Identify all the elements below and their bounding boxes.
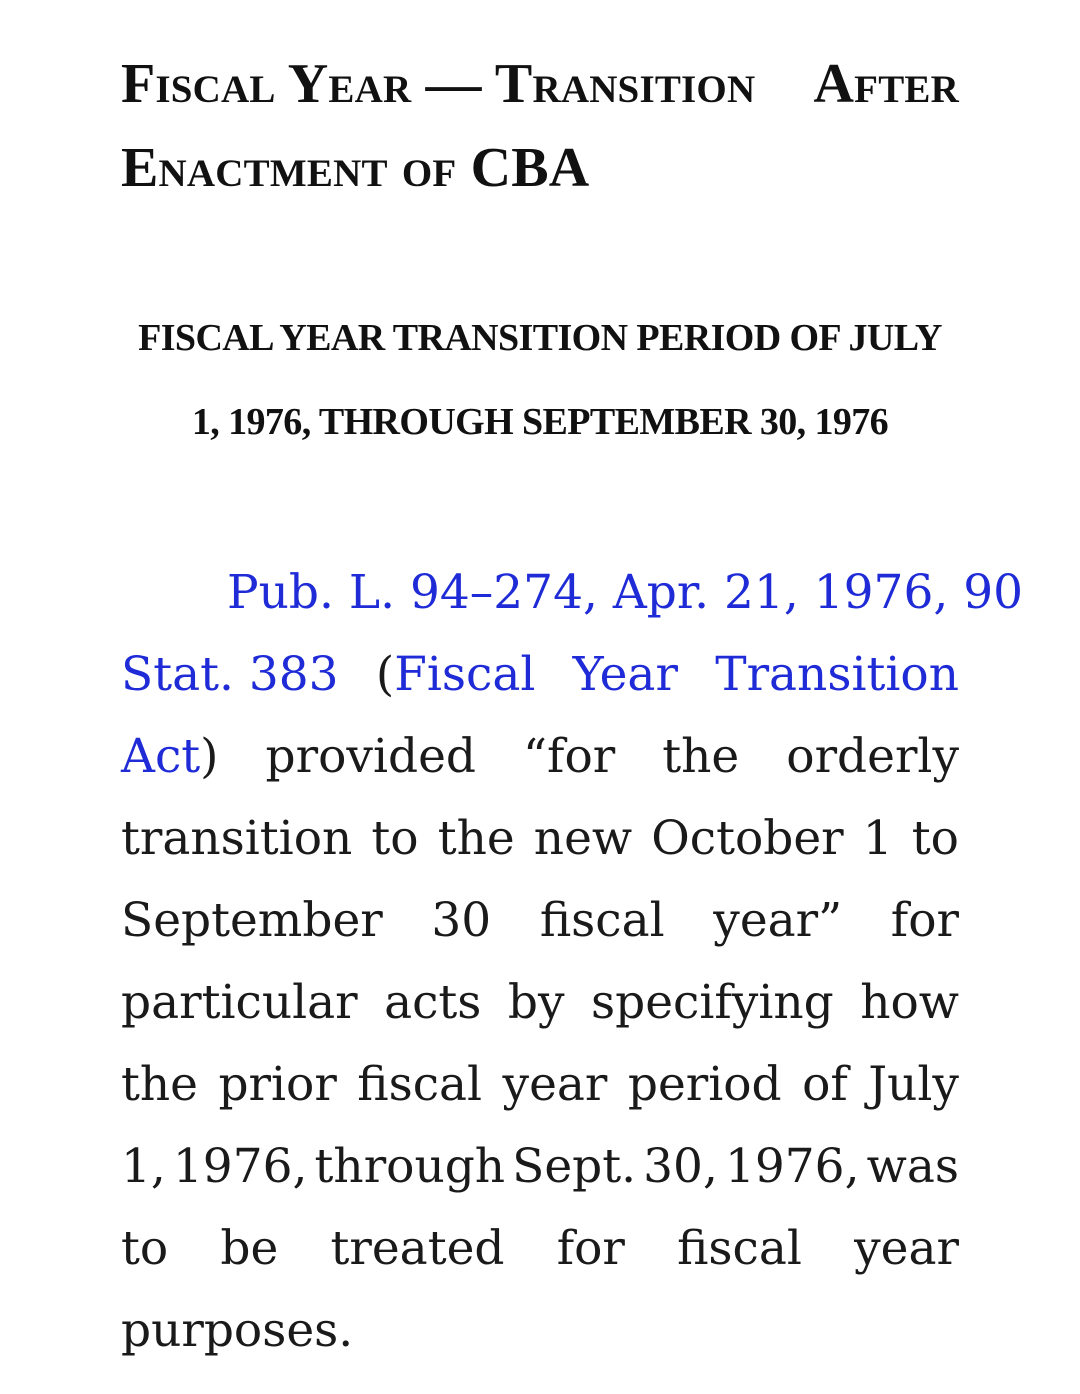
word: to (911, 811, 959, 866)
body-line (121, 1290, 959, 1372)
word: for (890, 893, 959, 948)
word: orderly (786, 729, 959, 784)
body-line (121, 962, 959, 1044)
act-link-transition[interactable]: Transition (715, 647, 959, 702)
word: 1976, (724, 1139, 860, 1194)
word: of (802, 1057, 848, 1112)
section-heading-line-1: FISCAL YEAR TRANSITION PERIOD OF JULY (138, 317, 942, 359)
body-line (121, 1208, 959, 1290)
body-line (121, 798, 959, 880)
word: 1, (121, 1139, 166, 1194)
title-line-1-left: Fiscal Year — Transition (121, 53, 756, 115)
word: 1 (862, 811, 893, 866)
document-page (121, 0, 1024, 1372)
word: fiscal (539, 893, 665, 948)
word: to (121, 1221, 169, 1276)
word: year (854, 1221, 959, 1276)
word: provided (265, 729, 476, 784)
section-heading-line-2: 1, 1976, THROUGH SEPTEMBER 30, 1976 (191, 401, 889, 443)
word: for (556, 1221, 625, 1276)
word: treated (330, 1221, 505, 1276)
act-link-wrapper: (Fiscal (375, 647, 536, 702)
body-line (121, 716, 959, 798)
word: July (868, 1057, 959, 1112)
word: purposes. (121, 1303, 354, 1358)
word: fiscal (677, 1221, 802, 1276)
word: how (860, 975, 959, 1030)
word: October (651, 811, 844, 866)
citation-link-continued[interactable]: Stat. 383 (121, 647, 339, 702)
word: “for (523, 729, 616, 784)
word: acts (384, 975, 482, 1030)
title-line-2: Enactment of CBA (121, 137, 590, 199)
word: by (507, 975, 565, 1030)
word: the (662, 729, 740, 784)
word: the (121, 1057, 198, 1112)
act-link-act[interactable]: Act (121, 729, 201, 784)
act-link[interactable]: Fiscal (394, 647, 536, 702)
word: be (220, 1221, 279, 1276)
word: 30, (643, 1139, 718, 1194)
section-heading (121, 296, 959, 464)
word: through (314, 1139, 506, 1194)
word: year (502, 1057, 608, 1112)
word: fiscal (357, 1057, 483, 1112)
body-line (121, 552, 1024, 634)
word: was (866, 1139, 959, 1194)
word: year” (713, 893, 843, 948)
word: new (533, 811, 633, 866)
body-line (121, 634, 959, 716)
title-line-1-right: After (813, 53, 959, 115)
word: 30 (431, 893, 492, 948)
act-link-year[interactable]: Year (572, 647, 678, 702)
word: September (121, 893, 383, 948)
word: to (371, 811, 419, 866)
word: transition (121, 811, 353, 866)
page-title (121, 0, 959, 210)
word: particular (121, 975, 358, 1030)
word: 1976, (172, 1139, 308, 1194)
word: period (627, 1057, 782, 1112)
body-line (121, 1126, 959, 1208)
word: specifying (591, 975, 834, 1030)
body-line (121, 1044, 959, 1126)
citation-link[interactable]: Pub. L. 94–274, Apr. 21, 1976, 90 (227, 565, 1024, 620)
word: Sept. (512, 1139, 637, 1194)
title-line-1 (121, 42, 959, 126)
body-line (121, 880, 959, 962)
act-link-end-wrapper: Act) (121, 729, 219, 784)
word: the (437, 811, 515, 866)
word: prior (218, 1057, 337, 1112)
body-paragraph (121, 552, 1024, 1372)
